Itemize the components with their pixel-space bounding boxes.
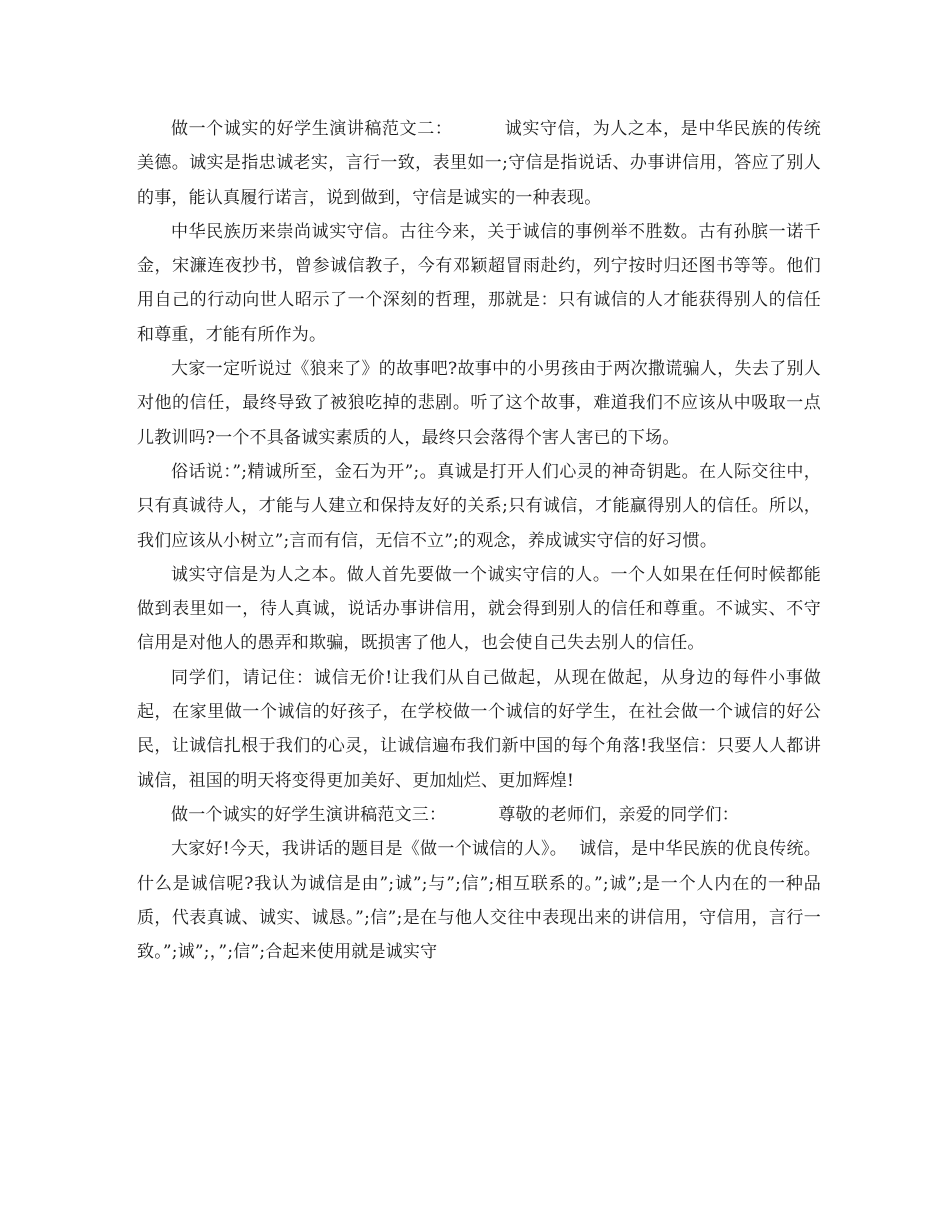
speech-three-greeting: 尊敬的老师们，亲爱的同学们：	[498, 804, 740, 825]
paragraph-wolf-story	[137, 352, 821, 455]
paragraph-basis-of-conduct	[137, 558, 821, 661]
document-page	[137, 112, 821, 969]
paragraph-text: 大家一定听说过《狼来了》的故事吧?故事中的小男孩由于两次撒谎骗人，失去了别人对他的信任，最终导致了被狼吃掉的悲剧。听了这个故事，难道我们不应该从中吸取一点儿教训吗?一个不具备诚实素质的人，最终只会落得个害人害已的下场。	[137, 359, 821, 448]
paragraph-speech-two-intro	[137, 112, 821, 215]
speech-three-definition: 诚信，是中华民族的优良传统。什么是诚信呢?我认为诚信是由”;诚”;与”;信”;相互联系的。”;诚”;是一个人内在的一种品质，代表真诚、诚实、诚恳。”;信”;是在与他人交往中表现出来的讲信用，守信用，言行一致。”;诚”;，”;信”;合起来使用就是诚实守	[137, 839, 821, 963]
paragraph-examples	[137, 215, 821, 352]
paragraph-proverb	[137, 455, 821, 558]
speech-three-topic: 大家好!今天，我讲话的题目是《做一个诚信的人》。	[171, 839, 568, 860]
paragraph-text: 俗话说：”;精诚所至，金石为开”;。真诚是打开人们心灵的神奇钥匙。在人际交往中，只有真诚待人，才能与人建立和保持友好的关系;只有诚信，才能赢得别人的信任。所以，我们应该从小树立”;言而有信，无信不立”;的观念，养成诚实守信的好习惯。	[137, 461, 821, 551]
speech-three-title: 做一个诚实的好学生演讲稿范文三：	[171, 804, 447, 825]
paragraph-speech-three-intro	[137, 798, 821, 832]
paragraph-speech-three-body	[137, 832, 821, 969]
paragraph-text: 中华民族历来崇尚诚实守信。古往今来，关于诚信的事例举不胜数。古有孙膑一诺千金，宋濂连夜抄书，曾参诚信教子，今有邓颖超冒雨赴约，列宁按时归还图书等等。他们用自己的行动向世人昭示了一个深刻的哲理，那就是：只有诚信的人才能获得别人的信任和尊重，才能有所作为。	[137, 221, 821, 345]
paragraph-text: 诚实守信是为人之本。做人首先要做一个诚实守信的人。一个人如果在任何时候都能做到表里如一，待人真诚，说话办事讲信用，就会得到别人的信任和尊重。不诚实、不守信用是对他人的愚弄和欺骗，既损害了他人，也会使自己失去别人的信任。	[137, 564, 821, 654]
speech-two-title: 做一个诚实的好学生演讲稿范文二：	[171, 119, 453, 139]
paragraph-call-to-action	[137, 661, 821, 798]
speech-two-opening: 诚实守信，为人之本，是中华民族的传统美德。诚实是指忠诚老实，言行一致，表里如一;守信是指说话、办事讲信用，答应了别人的事，能认真履行诺言，说到做到，守信是诚实的一种表现。	[137, 119, 821, 208]
paragraph-text: 同学们，请记住：诚信无价!让我们从自己做起，从现在做起，从身边的每件小事做起，在家里做一个诚信的好孩子，在学校做一个诚信的好学生，在社会做一个诚信的好公民，让诚信扎根于我们的心灵，让诚信遍布我们新中国的每个角落!我坚信：只要人人都讲诚信，祖国的明天将变得更加美好、更加灿烂、更加辉煌!	[137, 667, 821, 791]
